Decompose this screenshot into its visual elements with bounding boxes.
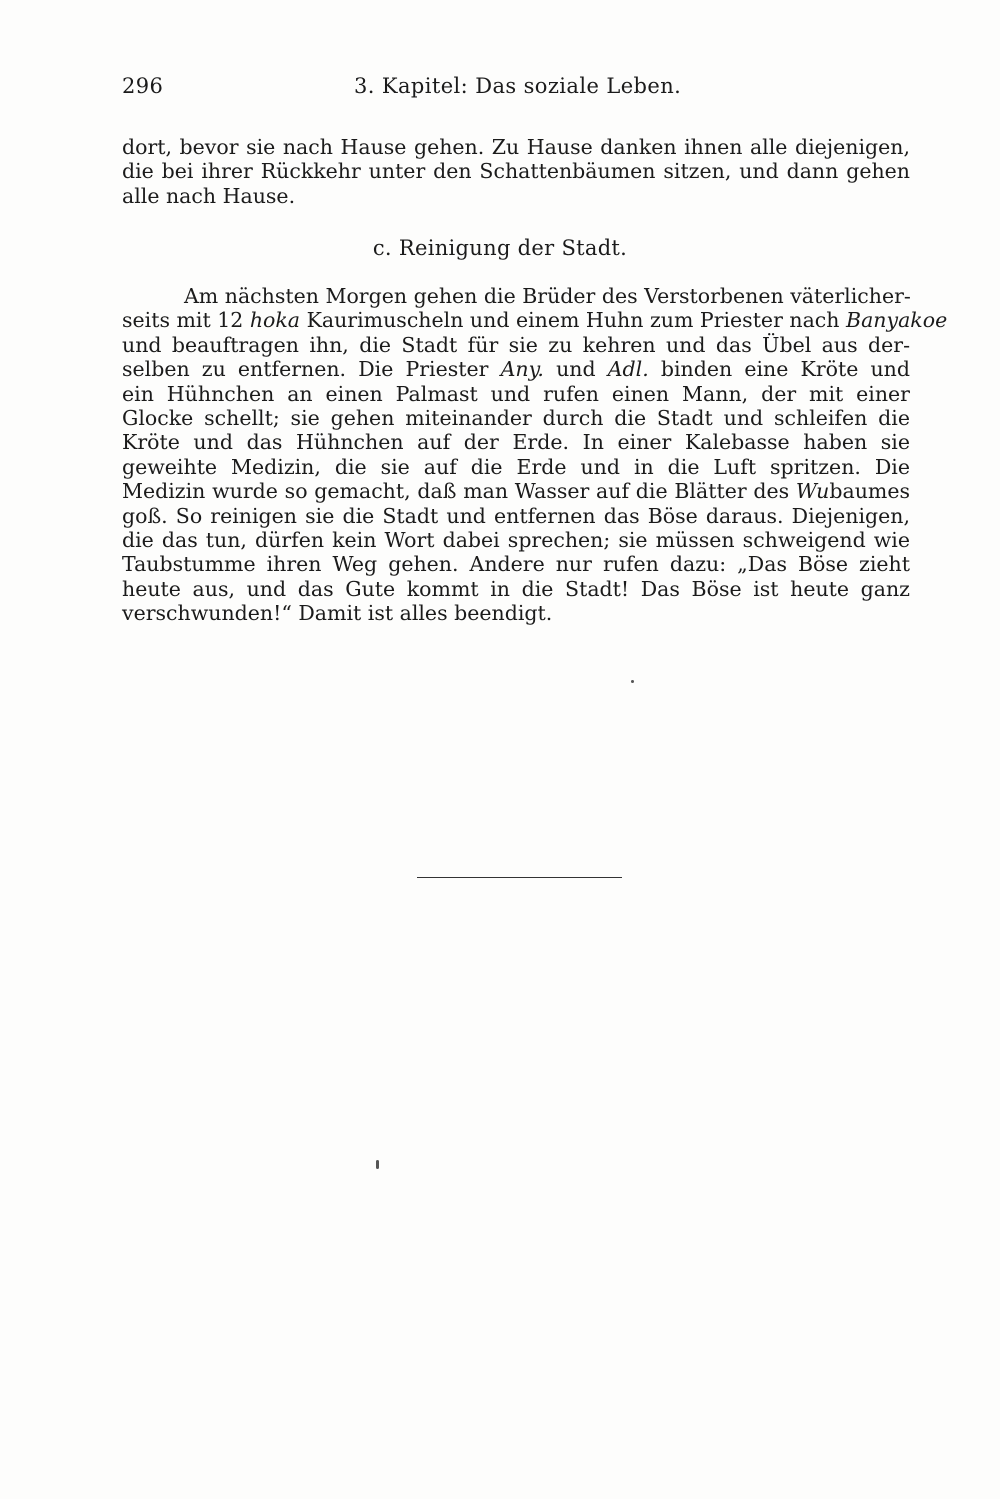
text-line: Taubstumme ihren Weg gehen. Andere nur rufen dazu: „Das Böse zieht xyxy=(122,552,910,577)
text-line: heute aus, und das Gute kommt in die Stadt! Das Böse ist heute ganz xyxy=(122,576,910,601)
text-line: Kröte und das Hühnchen auf der Erde. In einer Kalebasse haben sie xyxy=(122,430,910,455)
text-run: Medizin wurde so gemacht, daß man Wasser auf die Blätter des xyxy=(122,479,796,504)
print-speck xyxy=(631,680,634,683)
running-head xyxy=(122,74,912,106)
text-run: Kaurimuscheln und einem Huhn zum Priester nach xyxy=(300,308,847,333)
text-run: binden eine Kröte und xyxy=(648,357,910,382)
text-line: Am nächsten Morgen gehen die Brüder des Verstorbenen väterlicher- xyxy=(184,284,911,308)
text-run: seits mit 12 xyxy=(122,308,250,333)
text-line: verschwunden!“ Damit ist alles beendigt. xyxy=(122,601,553,626)
page-number: 296 xyxy=(122,74,164,98)
section-heading: c. Reinigung der Stadt. xyxy=(372,236,628,260)
italic-term: hoka xyxy=(249,308,301,333)
text-line xyxy=(122,479,910,503)
text-line: goß. So reinigen sie die Stadt und entfernen das Böse daraus. Diejenigen, xyxy=(122,503,910,528)
text-line: dort, bevor sie nach Hause gehen. Zu Hause danken ihnen alle diejenigen, xyxy=(122,135,910,159)
text-line xyxy=(122,357,910,381)
text-line xyxy=(122,308,948,333)
text-line: alle nach Hause. xyxy=(122,183,296,208)
section-end-rule xyxy=(417,877,622,878)
paragraph-reinigung xyxy=(122,284,948,626)
text-run: baumes xyxy=(829,479,910,504)
text-line: Glocke schellt; sie gehen miteinander durch die Stadt und schleifen die xyxy=(122,405,910,430)
italic-place-name: Banyakoe xyxy=(846,308,948,333)
text-run: und xyxy=(543,357,608,382)
text-line: die das tun, dürfen kein Wort dabei sprechen; sie müssen schweigend wie xyxy=(122,527,910,552)
text-line: und beauftragen ihn, die Stadt für sie zu kehren und das Übel aus der- xyxy=(122,332,910,357)
text-line: ein Hühnchen an einen Palmast und rufen einen Mann, der mit einer xyxy=(122,381,910,406)
italic-term: Wu xyxy=(795,479,830,504)
italic-abbreviation: Any. xyxy=(500,357,544,382)
text-line: geweihte Medizin, die sie auf die Erde und in die Luft spritzen. Die xyxy=(122,454,910,479)
paragraph-continuation xyxy=(122,135,910,208)
text-line: die bei ihrer Rückkehr unter den Schattenbäumen sitzen, und dann gehen xyxy=(122,159,910,184)
text-run: selben zu entfernen. Die Priester xyxy=(122,357,501,382)
chapter-title: 3. Kapitel: Das soziale Leben. xyxy=(354,74,682,98)
italic-abbreviation: Adl. xyxy=(607,357,649,382)
print-speck xyxy=(376,1160,379,1169)
